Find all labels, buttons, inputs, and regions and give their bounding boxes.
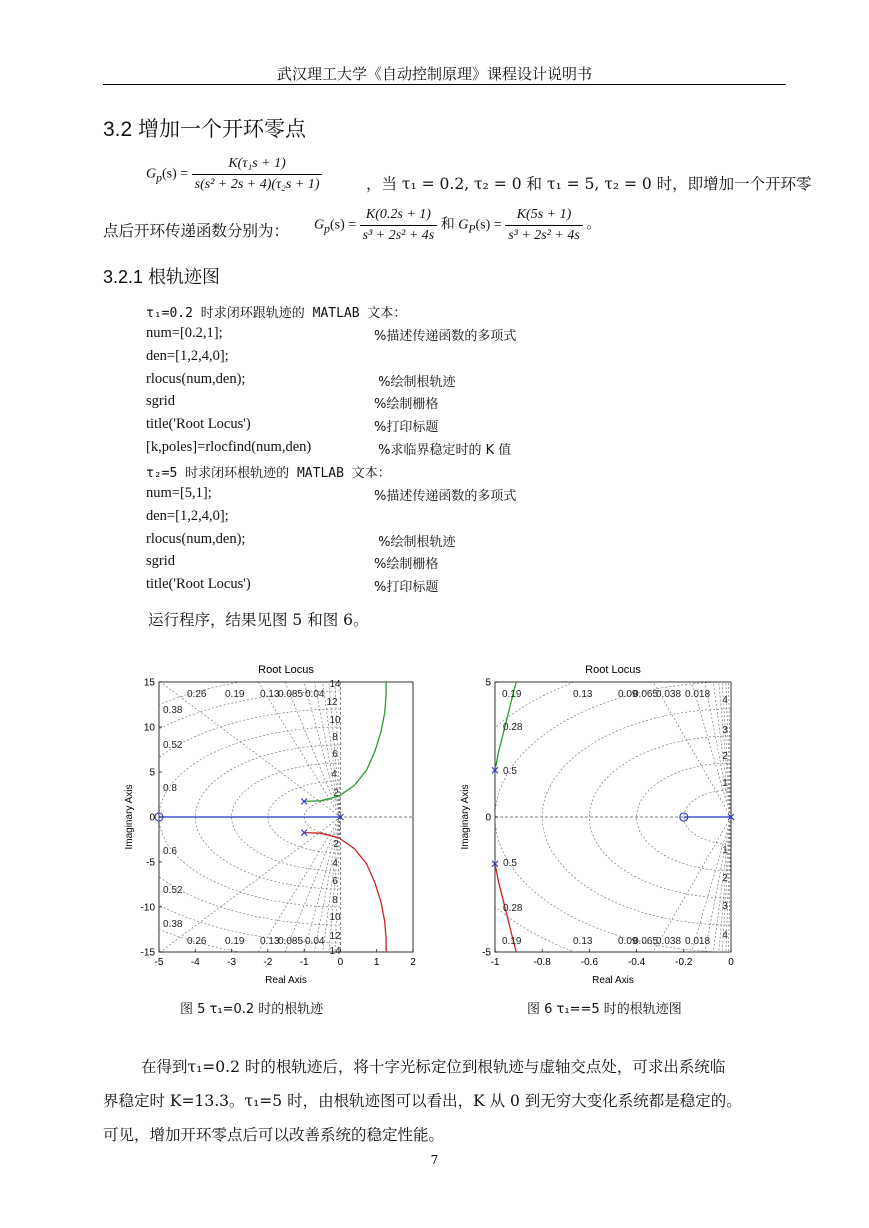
damping-label: 0.13: [573, 689, 593, 700]
code2-code: num=[5,1];: [146, 485, 212, 501]
g2-denominator: s³ + 2s² + 4s: [508, 228, 580, 243]
code2-lines: [146, 485, 746, 599]
run-text: 运行程序，结果见图 5 和图 6。: [148, 611, 369, 629]
wn-label: 3: [722, 901, 728, 912]
wn-label: 6: [332, 749, 338, 760]
y-tick-label: -10: [140, 902, 155, 914]
y-tick-label: 15: [143, 677, 155, 689]
code2-line: [146, 531, 746, 554]
x-axis-label: Real Axis: [592, 975, 634, 986]
wn-label: 4: [722, 695, 728, 706]
chart-title: Root Locus: [258, 664, 314, 676]
and-word: 和: [440, 217, 455, 233]
g2-fraction: [505, 207, 583, 244]
code-block-1: [146, 302, 746, 462]
page-header: 武汉理工大学《自动控制原理》课程设计说明书: [276, 65, 592, 83]
damping-label: 0.085: [278, 936, 304, 947]
g1-arg: (s) =: [329, 217, 357, 233]
gp-sub: p: [156, 171, 162, 185]
damping-label: 0.018: [685, 689, 711, 700]
damping-label: 0.19: [502, 936, 522, 947]
damping-label: 0.8: [163, 783, 177, 794]
x-tick-label: -0.4: [627, 957, 646, 968]
gp-fraction: [192, 156, 323, 193]
x-tick-label: 0: [337, 957, 344, 968]
wn-label: 8: [332, 895, 338, 906]
damping-label: 0.52: [163, 885, 183, 896]
x-axis-label: Real Axis: [265, 975, 307, 986]
wn-label: 2: [333, 788, 339, 799]
wn-label: 4: [332, 858, 338, 869]
code2-heading: τ₂=5 时求闭环根轨迹的 MATLAB 文本：: [146, 466, 391, 481]
x-tick-label: 0: [728, 957, 734, 968]
intro-formula-line2: [314, 207, 600, 244]
code2-line: [146, 576, 746, 599]
header-rule: [103, 84, 786, 85]
x-tick-label: -3: [227, 957, 237, 968]
g1-numerator: K(0.2s + 1): [360, 207, 438, 226]
conclusion-line-3: 可见，增加开环零点后可以改善系统的稳定性能。: [103, 1126, 445, 1144]
code2-code: sgrid: [146, 553, 175, 570]
intro-line2-prefix: 点后开环传递函数分别为：: [103, 222, 290, 240]
chart-title: Root Locus: [585, 664, 641, 676]
g1-sub: p: [324, 222, 330, 236]
x-tick-label: -5: [154, 957, 164, 968]
damping-label: 0.26: [187, 936, 207, 947]
code2-line: [146, 508, 746, 531]
code2-code: title('Root Locus'): [146, 576, 251, 593]
figure-5-caption: 图 5 τ₁=0.2 时的根轨迹: [180, 1002, 324, 1017]
damping-label: 0.5: [503, 858, 517, 869]
code1-code: den=[1,2,4,0];: [146, 347, 229, 364]
code1-comment: %绘制栅格: [374, 397, 439, 413]
y-axis-label: Imaginary Axis: [460, 784, 471, 850]
x-tick-label: -0.2: [675, 957, 693, 968]
damping-label: 0.065: [633, 936, 659, 947]
section-title: 3.2 增加一个开环零点: [103, 118, 307, 141]
code1-code: rlocus(num,den);: [146, 370, 246, 387]
damping-label: 0.04: [305, 689, 325, 700]
code1-line: [146, 325, 746, 348]
wn-label: 2: [722, 751, 728, 762]
damping-label: 0.38: [163, 919, 183, 930]
y-tick-label: 5: [485, 677, 491, 689]
code1-line: [146, 439, 746, 462]
damping-label: 0.018: [685, 936, 711, 947]
conclusion-line-2: 界稳定时 K=13.3。τ₁=5 时，由根轨迹图可以看出，K 从 0 到无穷大变化系统都是稳定的。: [103, 1092, 742, 1110]
wn-label: 2: [722, 873, 728, 884]
damping-label: 0.52: [163, 740, 183, 751]
damping-label: 0.038: [656, 689, 682, 700]
damping-label: 0.28: [503, 903, 523, 914]
code1-code: sgrid: [146, 393, 175, 410]
code2-comment: %绘制根轨迹: [374, 534, 456, 550]
wn-label: 12: [326, 697, 338, 708]
code-block-2: [146, 462, 746, 599]
y-tick-label: -15: [140, 947, 155, 959]
figure-5-root-locus: [110, 655, 430, 995]
code1-line: [146, 371, 746, 394]
code2-line: [146, 553, 746, 576]
y-tick-label: -5: [482, 947, 491, 959]
code1-comment: %描述传递函数的多项式: [374, 329, 517, 344]
conclusion: [103, 1050, 803, 1152]
x-tick-label: -2: [263, 957, 273, 968]
gp-numerator: K(τ₁s + 1): [192, 156, 323, 175]
damping-label: 0.28: [503, 722, 523, 733]
subsection-title: 3.2.1 根轨迹图: [103, 267, 221, 287]
x-tick-label: -4: [190, 957, 200, 968]
wn-label: 6: [332, 876, 338, 887]
code2-comment: %打印标题: [374, 580, 439, 596]
period: 。: [586, 217, 601, 233]
damping-label: 0.13: [260, 689, 280, 700]
x-tick-label: 1: [373, 957, 380, 968]
figure-6-caption: 图 6 τ₁==5 时的根轨迹图: [527, 1002, 682, 1017]
wn-label: 8: [332, 732, 338, 743]
code1-lines: [146, 325, 746, 462]
damping-label: 0.038: [656, 936, 682, 947]
damping-label: 0.085: [278, 689, 304, 700]
conclusion-line-1: 在得到τ₁=0.2 时的根轨迹后，将十字光标定位到根轨迹与虚轴交点处，可求出系统临: [141, 1058, 726, 1076]
figure-6-root-locus: [455, 655, 755, 995]
code1-comment: %绘制根轨迹: [374, 374, 456, 390]
code2-code: rlocus(num,den);: [146, 530, 246, 547]
wn-label: 10: [329, 912, 341, 923]
damping-label: 0.04: [305, 936, 325, 947]
code1-code: title('Root Locus'): [146, 416, 251, 433]
gp-arg: (s) =: [161, 166, 189, 182]
wn-label: 3: [722, 725, 728, 736]
intro-condition: ，当 τ₁ = 0.2, τ₂ = 0 和 τ₁ = 5, τ₂ = 0 时，即增加一个开环零: [366, 175, 812, 193]
wn-label: 4: [722, 930, 728, 941]
damping-label: 0.19: [225, 936, 245, 947]
wn-label: 12: [329, 931, 341, 942]
gp-denominator: s(s² + 2s + 4)(τ₂s + 1): [194, 177, 320, 192]
y-tick-label: 0: [149, 812, 155, 824]
damping-label: 0.09: [618, 936, 638, 947]
x-tick-label: -1: [299, 957, 309, 968]
wn-label: 1: [722, 845, 728, 856]
code1-line: [146, 393, 746, 416]
gp-lhs: G: [146, 166, 157, 182]
wn-label: 14: [329, 679, 341, 690]
code1-comment: %打印标题: [374, 420, 439, 436]
g1-fraction: [360, 207, 438, 244]
code1-line: [146, 348, 746, 371]
damping-label: 0.26: [187, 689, 207, 700]
wn-label: 1: [722, 778, 728, 789]
g2-lhs: G: [458, 217, 469, 233]
y-tick-label: -5: [146, 857, 155, 869]
wn-label: 14: [329, 946, 341, 957]
x-tick-label: -0.6: [580, 957, 599, 968]
x-tick-label: -1: [490, 957, 500, 968]
g2-arg: (s) =: [475, 217, 502, 233]
code1-heading: τ₁=0.2 时求闭环跟轨迹的 MATLAB 文本：: [146, 306, 407, 321]
x-tick-label: 2: [410, 957, 416, 968]
code1-code: num=[0.2,1];: [146, 325, 223, 341]
damping-label: 0.19: [225, 689, 245, 700]
code1-line: [146, 416, 746, 439]
g1-lhs: G: [314, 217, 325, 233]
g2-numerator: K(5s + 1): [505, 207, 583, 226]
code1-code: [k,poles]=rlocfind(num,den): [146, 438, 312, 455]
g2-sub: P: [468, 222, 476, 236]
damping-label: 0.19: [502, 689, 522, 700]
x-tick-label: -0.8: [533, 957, 551, 968]
code1-comment: %求临界稳定时的 K 值: [374, 442, 512, 458]
damping-label: 0.38: [163, 705, 183, 716]
code2-line: [146, 485, 746, 508]
damping-label: 0.5: [503, 766, 517, 777]
wn-label: 4: [331, 769, 337, 780]
y-tick-label: 10: [143, 722, 155, 734]
code2-code: den=[1,2,4,0];: [146, 507, 229, 524]
intro-formula-line1: [146, 156, 322, 193]
wn-label: 2: [333, 839, 339, 850]
page-number: 7: [430, 1153, 439, 1167]
wn-label: 10: [329, 715, 341, 726]
damping-label: 0.6: [163, 846, 177, 857]
damping-label: 0.09: [618, 689, 638, 700]
damping-label: 0.13: [260, 936, 280, 947]
g1-denominator: s³ + 2s² + 4s: [362, 228, 435, 243]
y-tick-label: 5: [149, 767, 155, 779]
damping-label: 0.13: [573, 936, 593, 947]
code2-comment: %绘制栅格: [374, 557, 439, 573]
y-tick-label: 0: [485, 812, 491, 824]
damping-label: 0.065: [633, 689, 659, 700]
y-axis-label: Imaginary Axis: [124, 784, 135, 850]
code2-comment: %描述传递函数的多项式: [374, 489, 517, 504]
